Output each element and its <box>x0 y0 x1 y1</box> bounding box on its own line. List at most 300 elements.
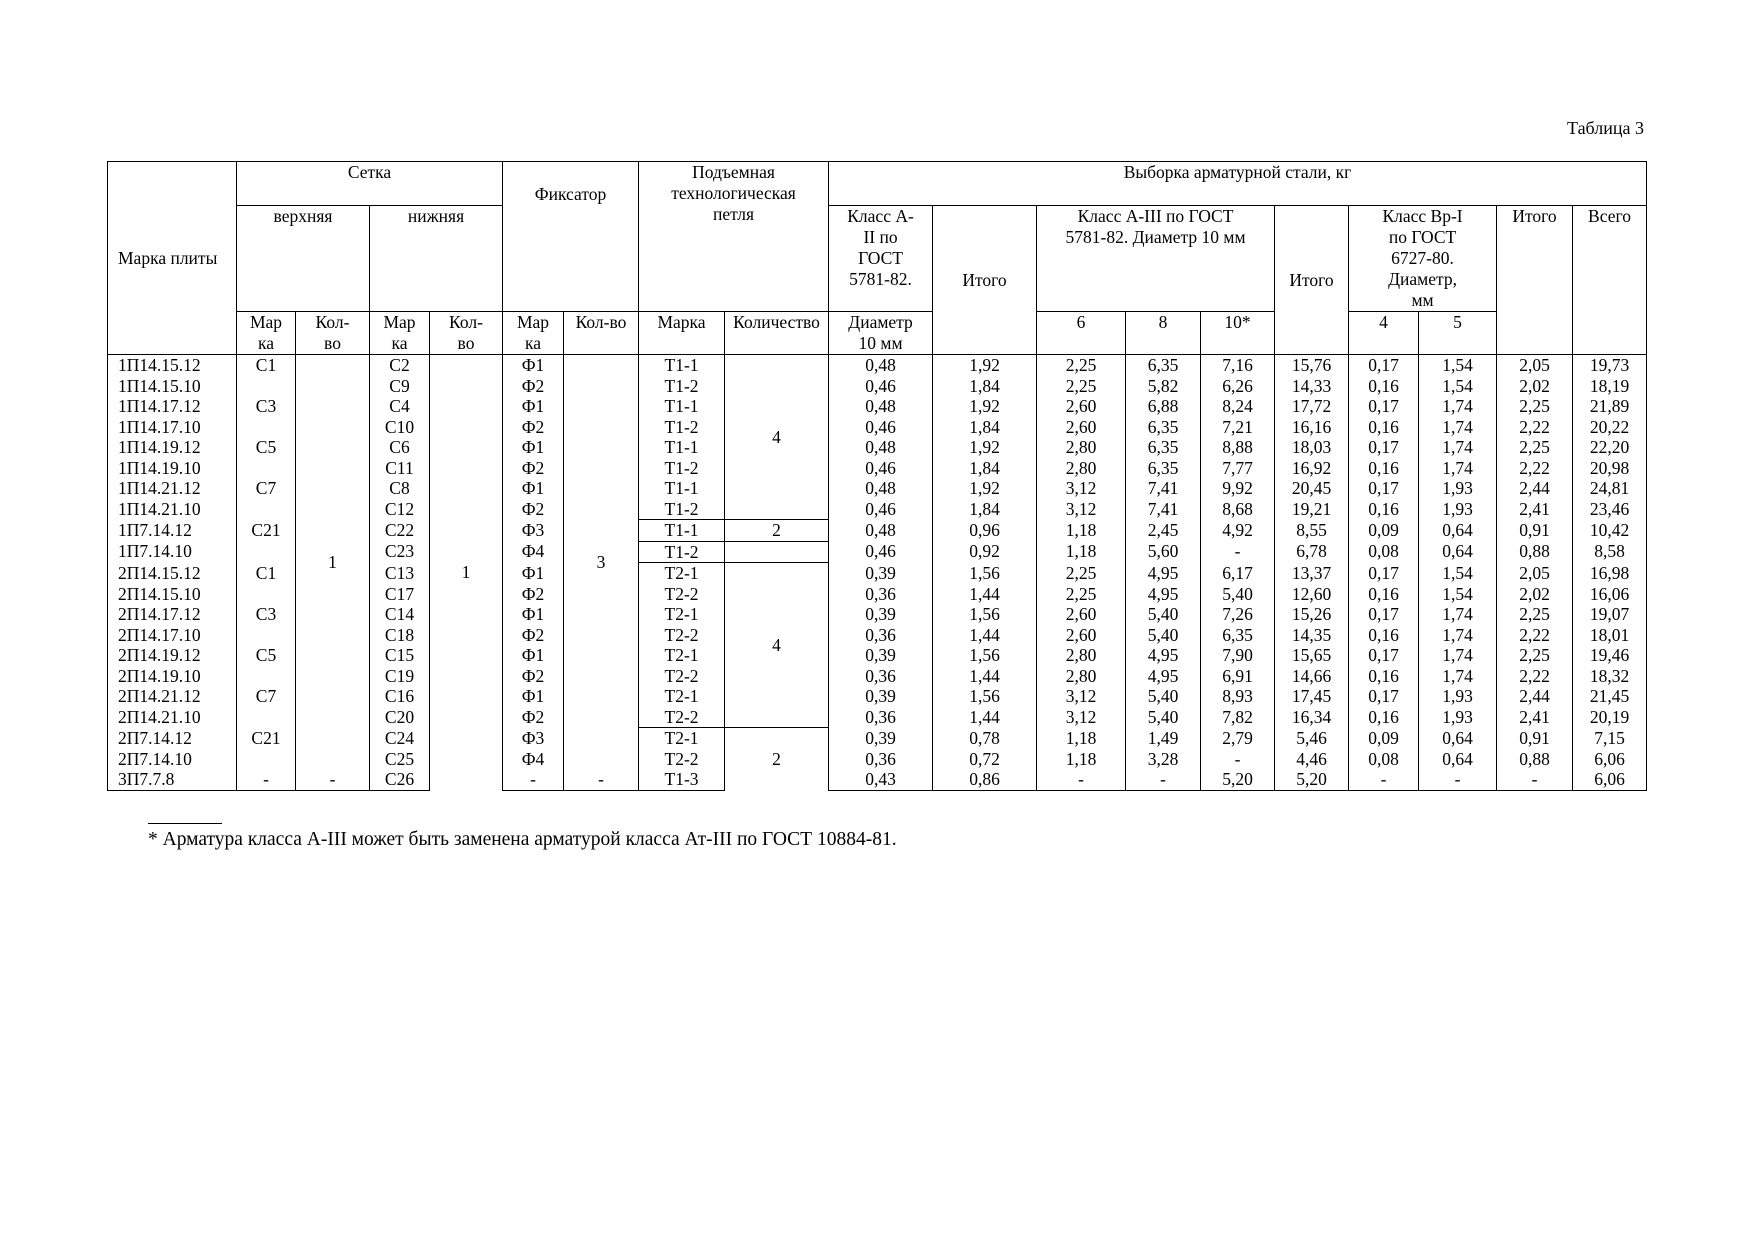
cell-tb: 4,46 <box>1275 749 1349 770</box>
cell-all: 24,81 <box>1573 478 1647 499</box>
cell-marka-plity: 2П7.14.12 <box>108 728 237 749</box>
table-caption: Таблица 3 <box>1567 118 1644 138</box>
cell-d10: 2,79 <box>1201 728 1275 749</box>
cell-a2: 0,36 <box>829 707 933 728</box>
cell-d6: 1,18 <box>1037 749 1126 770</box>
cell-d6: 2,60 <box>1037 604 1126 625</box>
cell-setka-lower-marka: С10 <box>370 417 430 438</box>
cell-ta: 1,84 <box>933 376 1037 397</box>
cell-ta: 1,92 <box>933 355 1037 376</box>
cell-d4: 0,17 <box>1349 437 1419 458</box>
cell-setka-upper-marka: С1 <box>237 563 296 584</box>
cell-petlya-marka: Т2-2 <box>639 666 725 687</box>
cell-tc: 2,22 <box>1497 625 1573 646</box>
table-row <box>108 769 1647 790</box>
cell-petlya-marka: Т1-2 <box>639 417 725 438</box>
header-itogo-a3: Итого <box>1275 206 1349 355</box>
cell-d6: 2,25 <box>1037 376 1126 397</box>
cell-tb: 18,03 <box>1275 437 1349 458</box>
cell-d10: 6,91 <box>1201 666 1275 687</box>
cell-marka-plity: 1П14.15.10 <box>108 376 237 397</box>
cell-d8: 3,28 <box>1126 749 1201 770</box>
cell-ta: 1,56 <box>933 604 1037 625</box>
cell-d5: 0,64 <box>1419 520 1497 542</box>
header-klass-a3: Класс А-III по ГОСТ 5781-82. Диаметр 10 мм <box>1037 206 1275 312</box>
cell-tb: 17,45 <box>1275 686 1349 707</box>
cell-d10: 7,82 <box>1201 707 1275 728</box>
cell-fiksator-marka: - <box>503 769 564 790</box>
cell-all: 22,20 <box>1573 437 1647 458</box>
cell-petlya-marka: Т2-1 <box>639 604 725 625</box>
cell-setka-lower-marka: С26 <box>370 769 430 790</box>
cell-d5: 1,74 <box>1419 604 1497 625</box>
cell-d4: 0,17 <box>1349 563 1419 584</box>
cell-d5: 1,93 <box>1419 686 1497 707</box>
header-petlya: Подъемная технологическая петля <box>639 162 829 312</box>
cell-d4: 0,17 <box>1349 478 1419 499</box>
cell-fiksator-marka: Ф4 <box>503 541 564 563</box>
header-nizhnyaya: нижняя <box>370 206 503 312</box>
cell-setka-upper-marka <box>237 458 296 479</box>
cell-petlya-qty <box>725 541 829 563</box>
cell-d6: 2,25 <box>1037 355 1126 376</box>
header-itogo-a2: Итого <box>933 206 1037 355</box>
cell-ta: 1,44 <box>933 625 1037 646</box>
cell-setka-upper-marka <box>237 584 296 605</box>
cell-petlya-marka: Т1-3 <box>639 769 725 790</box>
cell-fiksator-marka: Ф1 <box>503 478 564 499</box>
cell-d8: 6,35 <box>1126 458 1201 479</box>
cell-setka-lower-marka: С19 <box>370 666 430 687</box>
cell-a2: 0,46 <box>829 417 933 438</box>
cell-tb: 15,26 <box>1275 604 1349 625</box>
cell-d6: 2,80 <box>1037 666 1126 687</box>
cell-d10: 6,17 <box>1201 563 1275 584</box>
cell-d10: 8,93 <box>1201 686 1275 707</box>
header-d8: 8 <box>1126 312 1201 355</box>
cell-tc: 2,41 <box>1497 707 1573 728</box>
cell-d10: 7,26 <box>1201 604 1275 625</box>
cell-petlya-qty: 4 <box>725 563 829 728</box>
cell-all: 20,19 <box>1573 707 1647 728</box>
cell-d5: 1,54 <box>1419 376 1497 397</box>
cell-d6: 3,12 <box>1037 499 1126 520</box>
header-itogo-vr1: Итого <box>1497 206 1573 355</box>
cell-all: 16,06 <box>1573 584 1647 605</box>
cell-d4: - <box>1349 769 1419 790</box>
cell-a2: 0,36 <box>829 625 933 646</box>
cell-tb: 6,78 <box>1275 541 1349 563</box>
cell-ta: 1,56 <box>933 563 1037 584</box>
cell-d5: 1,74 <box>1419 666 1497 687</box>
cell-d6: 2,60 <box>1037 417 1126 438</box>
cell-all: 19,73 <box>1573 355 1647 376</box>
cell-d5: 1,74 <box>1419 437 1497 458</box>
cell-marka-plity: 2П14.19.10 <box>108 666 237 687</box>
cell-ta: 0,92 <box>933 541 1037 563</box>
header-marka-upper: Мар ка <box>237 312 296 355</box>
cell-petlya-marka: Т1-2 <box>639 541 725 563</box>
cell-marka-plity: 2П14.21.12 <box>108 686 237 707</box>
header-d4: 4 <box>1349 312 1419 355</box>
cell-fiksator-marka: Ф2 <box>503 417 564 438</box>
cell-d6: 2,80 <box>1037 458 1126 479</box>
cell-setka-lower-marka: С24 <box>370 728 430 749</box>
cell-setka-lower-marka: С17 <box>370 584 430 605</box>
cell-d10: 8,68 <box>1201 499 1275 520</box>
cell-a2: 0,48 <box>829 520 933 542</box>
cell-tc: 2,22 <box>1497 458 1573 479</box>
cell-d10: 4,92 <box>1201 520 1275 542</box>
cell-fiksator-marka: Ф2 <box>503 458 564 479</box>
cell-d4: 0,17 <box>1349 645 1419 666</box>
cell-marka-plity: 2П14.15.12 <box>108 563 237 584</box>
cell-petlya-marka: Т2-2 <box>639 584 725 605</box>
cell-a2: 0,46 <box>829 541 933 563</box>
header-marka-loop: Марка <box>639 312 725 355</box>
cell-d4: 0,16 <box>1349 584 1419 605</box>
table-body <box>108 355 1647 791</box>
cell-setka-lower-marka: С13 <box>370 563 430 584</box>
cell-fiksator-marka: Ф2 <box>503 584 564 605</box>
cell-setka-upper-marka <box>237 749 296 770</box>
cell-setka-lower-marka: С15 <box>370 645 430 666</box>
cell-d10: 7,77 <box>1201 458 1275 479</box>
cell-setka-upper-marka <box>237 541 296 563</box>
header-d10: 10* <box>1201 312 1275 355</box>
cell-setka-upper-marka <box>237 707 296 728</box>
header-kolichestvo-loop: Количество <box>725 312 829 355</box>
cell-setka-lower-marka: С22 <box>370 520 430 542</box>
cell-tb: 8,55 <box>1275 520 1349 542</box>
header-verkhnyaya: верхняя <box>237 206 370 312</box>
cell-tc: 2,25 <box>1497 604 1573 625</box>
cell-setka-lower-marka: С25 <box>370 749 430 770</box>
cell-tb: 5,46 <box>1275 728 1349 749</box>
cell-d6: 2,25 <box>1037 584 1126 605</box>
cell-setka-lower-marka: С14 <box>370 604 430 625</box>
cell-tc: 2,02 <box>1497 376 1573 397</box>
cell-d10: 7,90 <box>1201 645 1275 666</box>
cell-d10: 8,88 <box>1201 437 1275 458</box>
cell-setka-lower-marka: С20 <box>370 707 430 728</box>
cell-a2: 0,39 <box>829 686 933 707</box>
cell-d8: 6,35 <box>1126 417 1201 438</box>
cell-d4: 0,16 <box>1349 707 1419 728</box>
cell-d8: 5,40 <box>1126 604 1201 625</box>
cell-d5: 1,54 <box>1419 355 1497 376</box>
cell-marka-plity: 1П14.15.12 <box>108 355 237 376</box>
cell-tc: 0,88 <box>1497 749 1573 770</box>
cell-d4: 0,16 <box>1349 376 1419 397</box>
cell-marka-plity: 1П14.19.12 <box>108 437 237 458</box>
cell-fiksator-marka: Ф1 <box>503 437 564 458</box>
cell-d4: 0,17 <box>1349 355 1419 376</box>
cell-d6: - <box>1037 769 1126 790</box>
cell-setka-upper-marka <box>237 376 296 397</box>
cell-tb: 14,66 <box>1275 666 1349 687</box>
cell-all: 21,89 <box>1573 396 1647 417</box>
header-klass-a2: Класс А-II по ГОСТ 5781-82. <box>829 206 933 312</box>
cell-d6: 3,12 <box>1037 478 1126 499</box>
cell-setka-upper-marka <box>237 625 296 646</box>
cell-setka-upper-marka: С3 <box>237 396 296 417</box>
cell-d5: 1,74 <box>1419 458 1497 479</box>
cell-setka-upper-qty: 1 <box>296 355 370 770</box>
cell-tc: 0,91 <box>1497 520 1573 542</box>
cell-d5: 1,54 <box>1419 584 1497 605</box>
cell-setka-lower-marka: С6 <box>370 437 430 458</box>
cell-marka-plity: 1П7.14.10 <box>108 541 237 563</box>
header-diametr-10: Диаметр 10 мм <box>829 312 933 355</box>
cell-tc: 0,88 <box>1497 541 1573 563</box>
cell-petlya-marka: Т1-2 <box>639 499 725 520</box>
cell-ta: 1,44 <box>933 584 1037 605</box>
cell-setka-lower-marka: С4 <box>370 396 430 417</box>
cell-fiksator-marka: Ф2 <box>503 707 564 728</box>
cell-tc: 2,05 <box>1497 355 1573 376</box>
header-klass-vr1: Класс Вр-I по ГОСТ 6727-80. Диаметр, мм <box>1349 206 1497 312</box>
cell-setka-upper-marka: С21 <box>237 520 296 542</box>
cell-a2: 0,39 <box>829 563 933 584</box>
cell-ta: 0,78 <box>933 728 1037 749</box>
cell-tc: 2,25 <box>1497 645 1573 666</box>
cell-setka-lower-qty: 1 <box>430 355 503 791</box>
cell-setka-lower-marka: С23 <box>370 541 430 563</box>
cell-tb: 14,33 <box>1275 376 1349 397</box>
cell-all: 6,06 <box>1573 749 1647 770</box>
cell-d5: 1,93 <box>1419 707 1497 728</box>
header-kolvo-lower: Кол-во <box>430 312 503 355</box>
cell-tb: 17,72 <box>1275 396 1349 417</box>
cell-a2: 0,46 <box>829 376 933 397</box>
cell-a2: 0,46 <box>829 499 933 520</box>
cell-petlya-marka: Т2-1 <box>639 728 725 749</box>
cell-all: 18,32 <box>1573 666 1647 687</box>
cell-d5: 0,64 <box>1419 728 1497 749</box>
cell-a2: 0,48 <box>829 478 933 499</box>
header-vyborka: Выборка арматурной стали, кг <box>829 162 1647 206</box>
header-d6: 6 <box>1037 312 1126 355</box>
table-row <box>108 355 1647 376</box>
cell-tc: 0,91 <box>1497 728 1573 749</box>
cell-tc: - <box>1497 769 1573 790</box>
cell-setka-lower-marka: С9 <box>370 376 430 397</box>
cell-d6: 2,60 <box>1037 396 1126 417</box>
cell-tc: 2,41 <box>1497 499 1573 520</box>
cell-all: 7,15 <box>1573 728 1647 749</box>
cell-tb: 5,20 <box>1275 769 1349 790</box>
header-d5: 5 <box>1419 312 1497 355</box>
cell-tb: 12,60 <box>1275 584 1349 605</box>
cell-a2: 0,36 <box>829 749 933 770</box>
cell-petlya-marka: Т1-2 <box>639 376 725 397</box>
cell-tb: 19,21 <box>1275 499 1349 520</box>
cell-a2: 0,36 <box>829 584 933 605</box>
cell-d4: 0,16 <box>1349 625 1419 646</box>
cell-a2: 0,48 <box>829 355 933 376</box>
header-kolvo-fix: Кол-во <box>564 312 639 355</box>
footnote-rule <box>148 823 222 824</box>
cell-d4: 0,17 <box>1349 396 1419 417</box>
cell-tc: 2,22 <box>1497 666 1573 687</box>
cell-tc: 2,25 <box>1497 396 1573 417</box>
cell-fiksator-marka: Ф2 <box>503 666 564 687</box>
cell-d8: 7,41 <box>1126 499 1201 520</box>
cell-ta: 1,92 <box>933 396 1037 417</box>
cell-d5: 1,74 <box>1419 396 1497 417</box>
cell-ta: 1,84 <box>933 458 1037 479</box>
cell-petlya-marka: Т2-2 <box>639 749 725 770</box>
cell-tb: 15,76 <box>1275 355 1349 376</box>
cell-d4: 0,16 <box>1349 666 1419 687</box>
cell-d4: 0,16 <box>1349 499 1419 520</box>
cell-ta: 1,84 <box>933 499 1037 520</box>
cell-marka-plity: 1П14.21.10 <box>108 499 237 520</box>
cell-petlya-qty: 2 <box>725 728 829 791</box>
cell-setka-upper-marka: С7 <box>237 478 296 499</box>
header-marka-lower: Мар ка <box>370 312 430 355</box>
cell-d5: 1,93 <box>1419 478 1497 499</box>
cell-all: 20,22 <box>1573 417 1647 438</box>
cell-d4: 0,09 <box>1349 728 1419 749</box>
cell-all: 19,07 <box>1573 604 1647 625</box>
cell-marka-plity: 2П7.14.10 <box>108 749 237 770</box>
cell-tc: 2,44 <box>1497 686 1573 707</box>
cell-tb: 13,37 <box>1275 563 1349 584</box>
cell-setka-upper-marka: С5 <box>237 437 296 458</box>
cell-all: 23,46 <box>1573 499 1647 520</box>
cell-marka-plity: 2П14.17.10 <box>108 625 237 646</box>
cell-petlya-marka: Т1-1 <box>639 355 725 376</box>
cell-petlya-marka: Т1-1 <box>639 520 725 542</box>
cell-d8: 7,41 <box>1126 478 1201 499</box>
cell-a2: 0,39 <box>829 728 933 749</box>
cell-tc: 2,02 <box>1497 584 1573 605</box>
rebar-table-container <box>107 161 1647 791</box>
cell-fiksator-marka: Ф3 <box>503 728 564 749</box>
cell-marka-plity: 2П14.15.10 <box>108 584 237 605</box>
cell-marka-plity: 2П14.21.10 <box>108 707 237 728</box>
cell-setka-lower-marka: С11 <box>370 458 430 479</box>
cell-d8: 6,35 <box>1126 355 1201 376</box>
cell-setka-upper-marka: С1 <box>237 355 296 376</box>
cell-a2: 0,48 <box>829 396 933 417</box>
cell-petlya-qty: 2 <box>725 520 829 542</box>
cell-fiksator-marka: Ф2 <box>503 625 564 646</box>
cell-d8: 4,95 <box>1126 563 1201 584</box>
cell-setka-lower-marka: С8 <box>370 478 430 499</box>
cell-setka-lower-marka: С12 <box>370 499 430 520</box>
cell-d10: 7,21 <box>1201 417 1275 438</box>
cell-d4: 0,09 <box>1349 520 1419 542</box>
cell-tb: 20,45 <box>1275 478 1349 499</box>
cell-setka-upper-marka: С21 <box>237 728 296 749</box>
cell-d5: 0,64 <box>1419 541 1497 563</box>
cell-d6: 3,12 <box>1037 707 1126 728</box>
cell-tb: 15,65 <box>1275 645 1349 666</box>
cell-fiksator-qty: - <box>564 769 639 790</box>
cell-d5: 1,93 <box>1419 499 1497 520</box>
cell-all: 20,98 <box>1573 458 1647 479</box>
cell-ta: 1,92 <box>933 478 1037 499</box>
rebar-table <box>107 161 1647 791</box>
cell-d5: 1,54 <box>1419 563 1497 584</box>
cell-petlya-marka: Т1-1 <box>639 478 725 499</box>
cell-tb: 16,34 <box>1275 707 1349 728</box>
cell-setka-upper-marka: С3 <box>237 604 296 625</box>
cell-d10: 9,92 <box>1201 478 1275 499</box>
cell-ta: 0,96 <box>933 520 1037 542</box>
cell-d6: 1,18 <box>1037 541 1126 563</box>
cell-d5: 1,74 <box>1419 645 1497 666</box>
cell-petlya-marka: Т1-1 <box>639 437 725 458</box>
cell-setka-lower-marka: С16 <box>370 686 430 707</box>
cell-tb: 16,92 <box>1275 458 1349 479</box>
cell-all: 6,06 <box>1573 769 1647 790</box>
cell-all: 21,45 <box>1573 686 1647 707</box>
cell-d6: 2,80 <box>1037 437 1126 458</box>
cell-marka-plity: 1П14.21.12 <box>108 478 237 499</box>
cell-d8: 6,88 <box>1126 396 1201 417</box>
cell-ta: 1,44 <box>933 707 1037 728</box>
cell-d10: - <box>1201 749 1275 770</box>
cell-all: 10,42 <box>1573 520 1647 542</box>
cell-d6: 3,12 <box>1037 686 1126 707</box>
cell-ta: 1,56 <box>933 645 1037 666</box>
cell-d4: 0,16 <box>1349 458 1419 479</box>
cell-petlya-marka: Т2-2 <box>639 625 725 646</box>
cell-d4: 0,08 <box>1349 541 1419 563</box>
cell-all: 8,58 <box>1573 541 1647 563</box>
cell-d6: 2,25 <box>1037 563 1126 584</box>
cell-all: 16,98 <box>1573 563 1647 584</box>
header-kolvo-upper: Кол-во <box>296 312 370 355</box>
cell-setka-upper-marka <box>237 417 296 438</box>
cell-marka-plity: 1П7.14.12 <box>108 520 237 542</box>
cell-tb: 16,16 <box>1275 417 1349 438</box>
cell-setka-upper-marka: - <box>237 769 296 790</box>
cell-fiksator-marka: Ф1 <box>503 686 564 707</box>
cell-a2: 0,36 <box>829 666 933 687</box>
cell-d6: 2,60 <box>1037 625 1126 646</box>
cell-setka-upper-marka: С5 <box>237 645 296 666</box>
header-setka: Сетка <box>237 162 503 206</box>
cell-setka-upper-marka <box>237 666 296 687</box>
cell-d8: 2,45 <box>1126 520 1201 542</box>
cell-d6: 1,18 <box>1037 728 1126 749</box>
cell-d8: 4,95 <box>1126 645 1201 666</box>
cell-d6: 1,18 <box>1037 520 1126 542</box>
cell-d5: - <box>1419 769 1497 790</box>
cell-d8: 1,49 <box>1126 728 1201 749</box>
cell-setka-upper-marka: С7 <box>237 686 296 707</box>
cell-d5: 1,74 <box>1419 625 1497 646</box>
cell-d6: 2,80 <box>1037 645 1126 666</box>
cell-d8: 5,60 <box>1126 541 1201 563</box>
cell-petlya-marka: Т2-2 <box>639 707 725 728</box>
cell-all: 19,46 <box>1573 645 1647 666</box>
cell-fiksator-qty: 3 <box>564 355 639 770</box>
cell-tc: 2,22 <box>1497 417 1573 438</box>
cell-fiksator-marka: Ф3 <box>503 520 564 542</box>
cell-petlya-marka: Т1-1 <box>639 396 725 417</box>
cell-petlya-marka: Т2-1 <box>639 686 725 707</box>
cell-marka-plity: 2П14.19.12 <box>108 645 237 666</box>
cell-d4: 0,17 <box>1349 686 1419 707</box>
header-marka-plity: Марка плиты <box>108 162 237 355</box>
cell-ta: 1,56 <box>933 686 1037 707</box>
